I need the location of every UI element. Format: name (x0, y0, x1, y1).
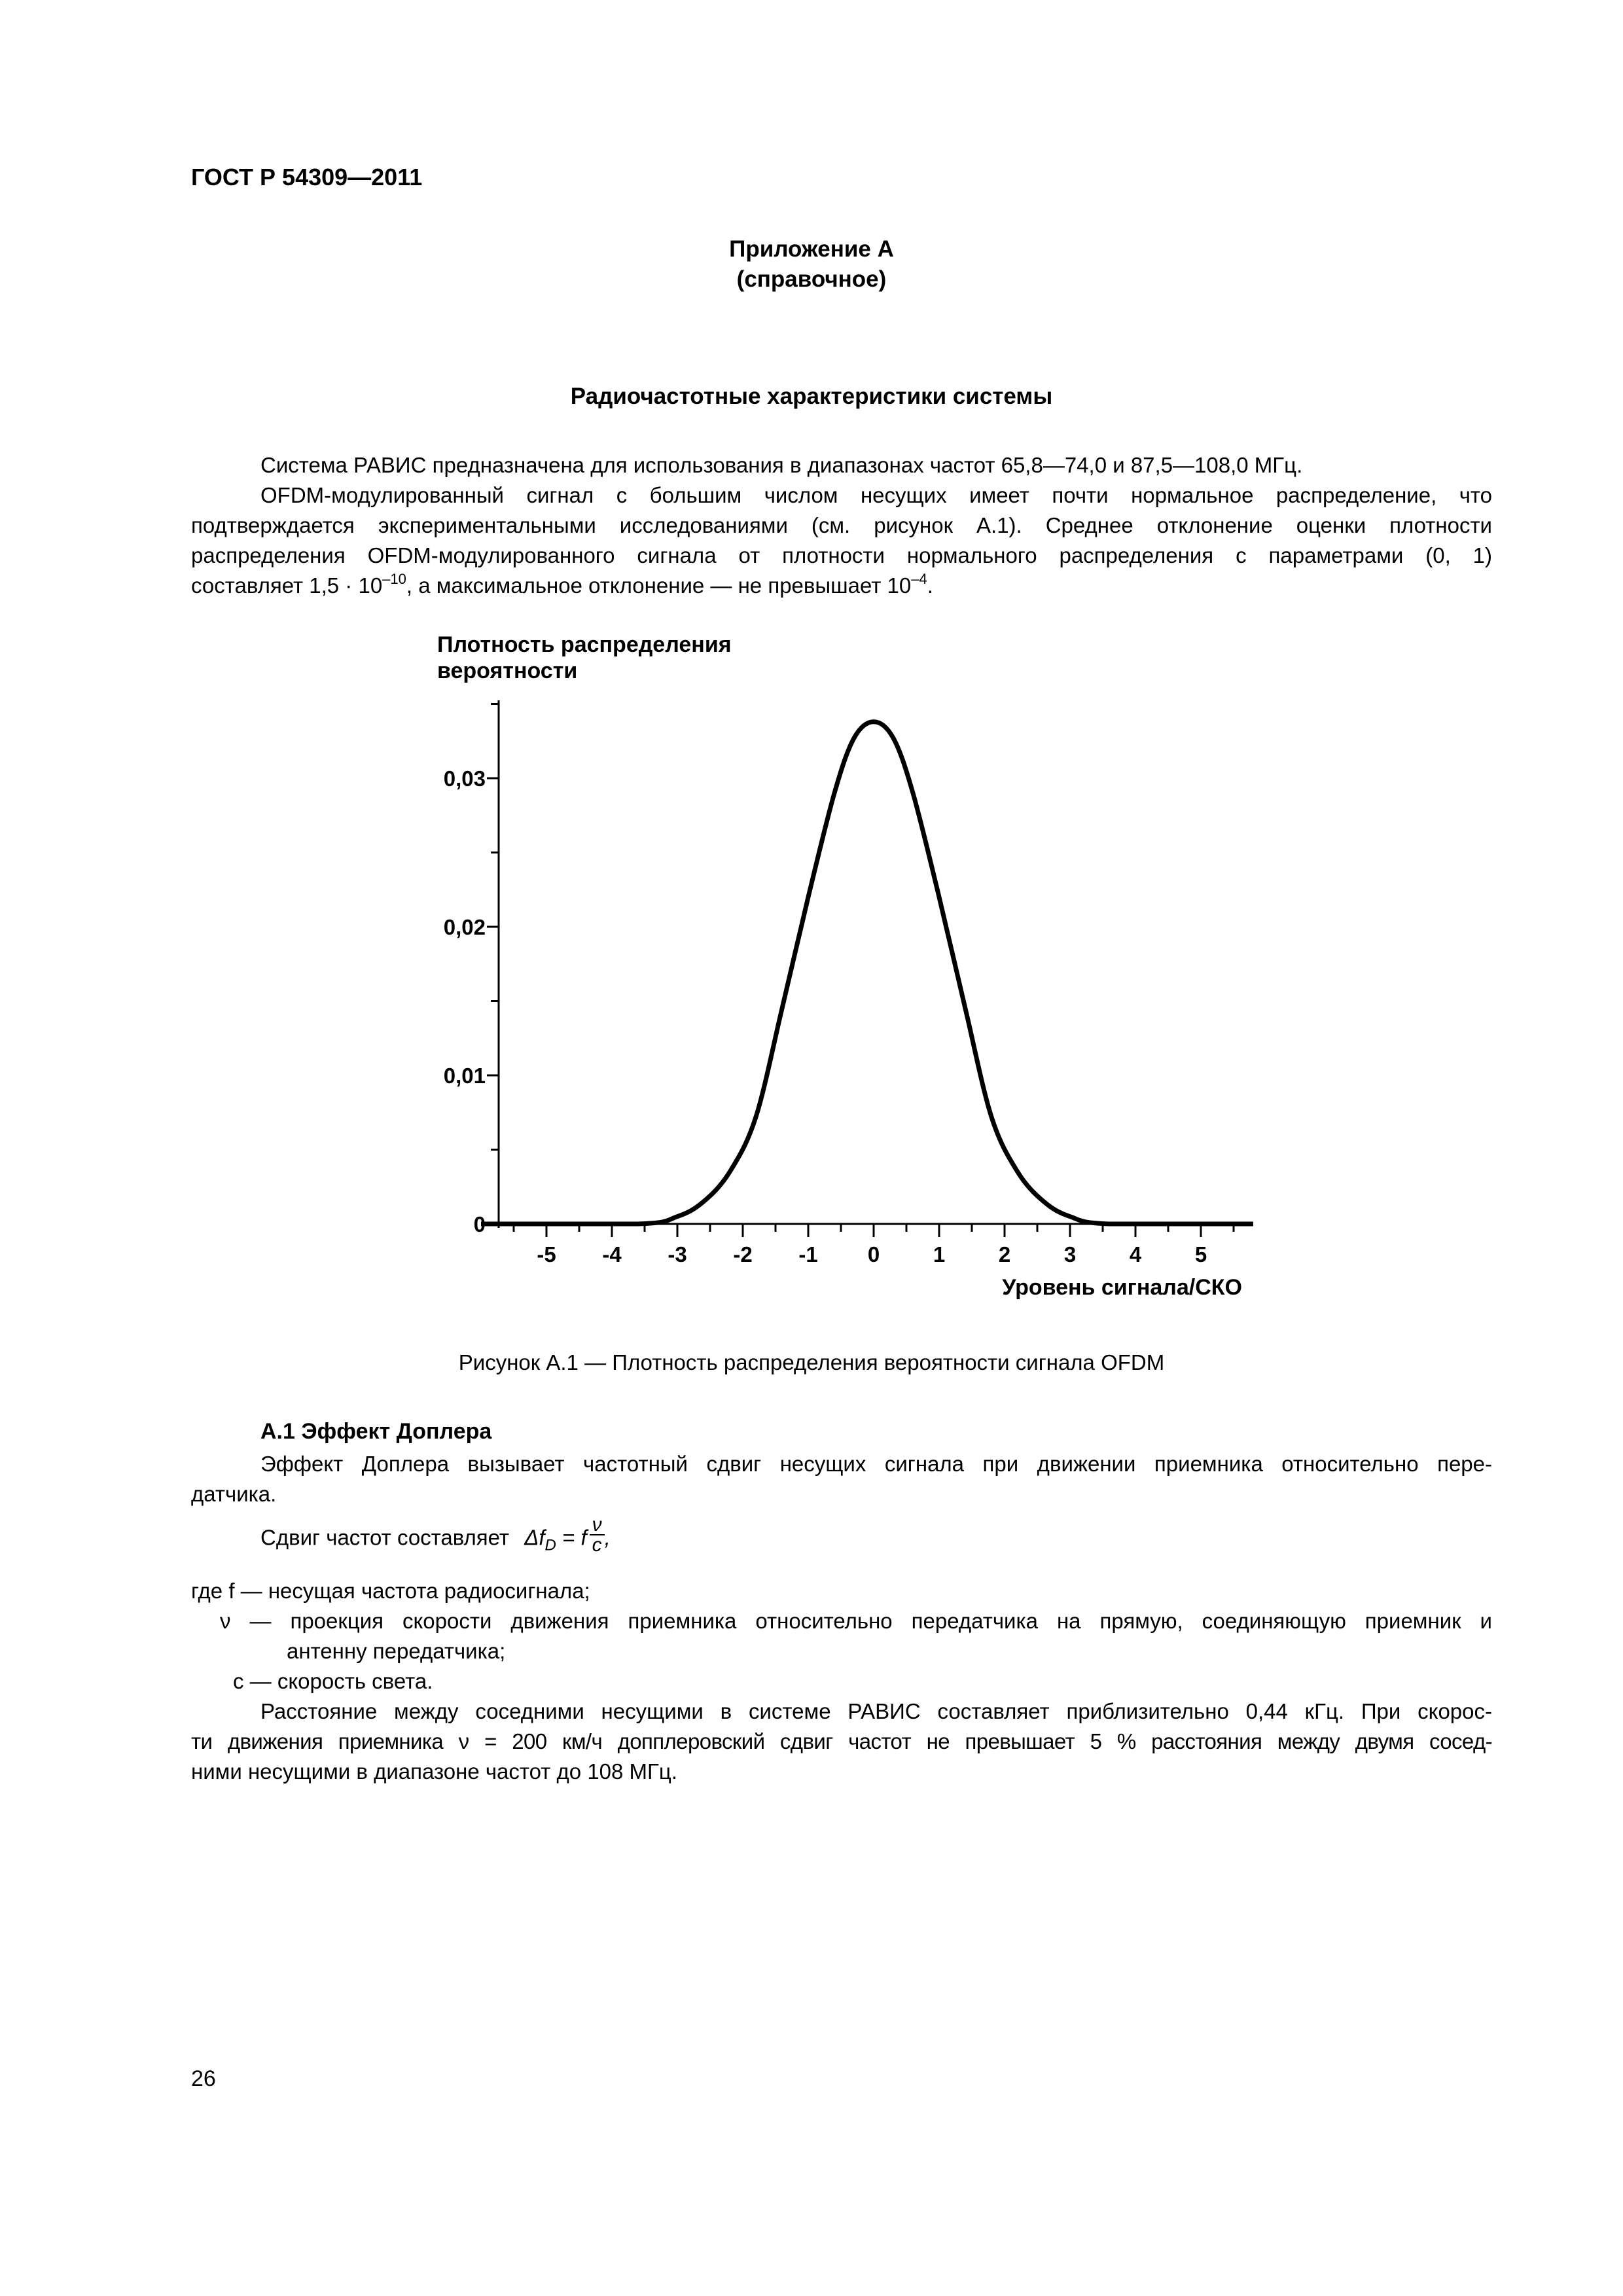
y-axis-label-line-1: Плотность распределения (437, 632, 732, 657)
figure-caption: Рисунок А.1 — Плотность распределения вероятности сигнала OFDM (458, 1350, 1165, 1374)
formula-numerator: ν (590, 1516, 605, 1535)
definition-v-line-1: ν — проекция скорости движения приемника относительно передатчика на прямую, соединяющую приемник и (220, 1609, 1492, 1633)
document-code: ГОСТ Р 54309—2011 (191, 164, 423, 190)
y-tick-label: 0,03 (443, 766, 486, 791)
text-run: . (927, 573, 933, 598)
chart-plot-area (437, 632, 1253, 1300)
formula-denominator: c (592, 1534, 602, 1556)
spacing-paragraph-line-1: Расстояние между соседними несущими в системе РАВИС составляет приблизительно 0,44 кГц. При скорос- (260, 1699, 1492, 1723)
text-run: , а максимальное отклонение — не превышает 10 (406, 573, 912, 598)
exponent: –10 (382, 571, 406, 587)
page-number: 26 (191, 2066, 216, 2091)
x-tick-label: 0 (867, 1242, 880, 1266)
text-run: составляет 1,5 · 10 (191, 573, 383, 598)
intro-paragraph-2-line-3: распределения OFDM-модулированного сигнала от плотности нормального распределения с параметрами (0, 1) (191, 543, 1492, 567)
intro-paragraph-2-line-1: OFDM-модулированный сигнал с большим числом несущих имеет почти нормальное распределение, что (260, 483, 1492, 507)
formula-equals: = f (556, 1525, 587, 1550)
x-tick-label: -1 (798, 1242, 818, 1266)
y-tick-label: 0,02 (443, 915, 486, 939)
x-tick-label: -5 (537, 1242, 556, 1266)
doppler-paragraph-line-1: Эффект Доплера вызывает частотный сдвиг несущих сигнала при движении приемника относительно пере- (260, 1452, 1492, 1476)
formula-tail: , (604, 1525, 611, 1550)
appendix-title: Приложение А (729, 236, 894, 262)
x-tick-label: -3 (668, 1242, 687, 1266)
definition-f: где f — несущая частота радиосигнала; (191, 1579, 590, 1603)
intro-paragraph-2-line-2: подтверждается экспериментальными исследованиями (см. рисунок А.1). Среднее отклонение оценки плотности (191, 513, 1492, 537)
density-curve (481, 722, 1253, 1224)
appendix-subtitle: (справочное) (736, 266, 887, 292)
formula-delta-f: Δf (524, 1525, 545, 1550)
x-tick-label: 5 (1194, 1242, 1207, 1266)
y-tick-label: 0 (473, 1212, 486, 1236)
subsection-heading: А.1 Эффект Доплера (260, 1419, 492, 1444)
spacing-paragraph-line-2: ти движения приемника ν = 200 км/ч допплеровский сдвиг частот не превышает 5 % расстояния между двумя сосед- (191, 1729, 1492, 1753)
spacing-paragraph-line-3: ними несущими в диапазоне частот до 108 МГц. (191, 1759, 677, 1784)
intro-paragraph-1: Система РАВИС предназначена для использования в диапазонах частот 65,8—74,0 и 87,5—108,0 МГц. (260, 453, 1303, 477)
doppler-paragraph-line-2: датчика. (191, 1482, 277, 1506)
x-axis-label: Уровень сигнала/СКО (1002, 1275, 1242, 1300)
exponent: –4 (911, 571, 927, 587)
section-title: Радиочастотные характеристики системы (570, 384, 1053, 409)
x-tick-label: -4 (602, 1242, 622, 1266)
doppler-formula-line (260, 1514, 611, 1559)
x-tick-label: 2 (998, 1242, 1011, 1266)
x-tick-label: 1 (933, 1242, 946, 1266)
x-tick-label: 3 (1063, 1242, 1077, 1266)
x-tick-label: -2 (733, 1242, 753, 1266)
y-tick-label: 0,01 (443, 1064, 486, 1088)
x-tick-label: 4 (1129, 1242, 1142, 1266)
formula-fraction (590, 1516, 605, 1555)
definition-c: c — скорость света. (233, 1669, 433, 1693)
y-axis-label-line-2: вероятности (437, 658, 578, 683)
formula-subscript: D (544, 1536, 556, 1554)
formula-lead: Сдвиг частот составляет (260, 1525, 510, 1550)
definition-v-line-2: антенну передатчика; (287, 1639, 506, 1663)
doppler-formula (524, 1514, 611, 1559)
